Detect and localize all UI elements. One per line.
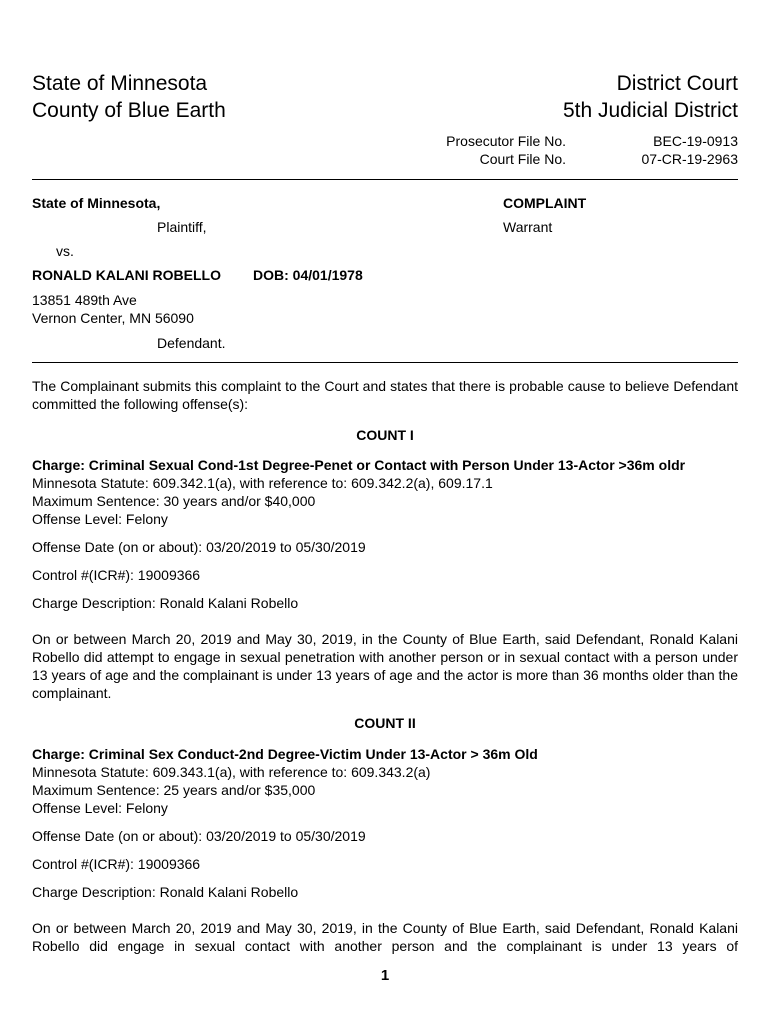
county-heading: County of Blue Earth <box>32 99 226 122</box>
district-heading: 5th Judicial District <box>562 99 738 122</box>
count-2-title: COUNT II <box>354 715 416 731</box>
prosecutor-file-value: BEC-19-0913 <box>653 133 738 149</box>
defendant-dob: DOB: 04/01/1978 <box>253 267 363 283</box>
count-2-sentence: Maximum Sentence: 25 years and/or $35,000 <box>32 782 316 798</box>
count-2-statute: Minnesota Statute: 609.343.1(a), with reference to: 609.343.2(a) <box>32 764 431 780</box>
state-heading: State of Minnesota <box>32 72 208 95</box>
intro-paragraph: The Complainant submits this complaint to the Court and states that there is probable cause to believe Defendant committed the following offense(s): <box>32 378 738 412</box>
count-1-description: Charge Description: Ronald Kalani Robello <box>32 595 299 611</box>
defendant-address-line2: Vernon Center, MN 56090 <box>32 310 194 326</box>
count-1-title: COUNT I <box>356 427 414 443</box>
count-1-control-number: Control #(ICR#): 19009366 <box>32 567 201 583</box>
count-2-offense-date: Offense Date (on or about): 03/20/2019 to 05/30/2019 <box>32 828 366 844</box>
count-2-level: Offense Level: Felony <box>32 800 168 816</box>
document-subtitle: Warrant <box>503 219 553 235</box>
court-file-value: 07-CR-19-2963 <box>641 151 738 167</box>
page-number: 1 <box>380 967 390 984</box>
complaint-page <box>32 0 738 1024</box>
count-2-narrative: On or between March 20, 2019 and May 30, 2019, in the County of Blue Earth, said Defendant, Ronald Kalani Robello did engage in sexual contact with another person and the complainant is under 13 years of <box>32 920 738 954</box>
defendant-address-line1: 13851 489th Ave <box>32 292 137 308</box>
caption-divider <box>32 362 738 363</box>
court-file-label: Court File No. <box>479 151 566 167</box>
count-2-charge: Charge: Criminal Sex Conduct-2nd Degree-Victim Under 13-Actor > 36m Old <box>32 746 538 762</box>
prosecutor-file-label: Prosecutor File No. <box>446 133 566 149</box>
count-2-control-number: Control #(ICR#): 19009366 <box>32 856 201 872</box>
versus-text: vs. <box>56 243 74 259</box>
header-divider <box>32 179 738 180</box>
plaintiff-label: Plaintiff, <box>157 219 207 235</box>
count-1-statute: Minnesota Statute: 609.342.1(a), with reference to: 609.342.2(a), 609.17.1 <box>32 475 493 491</box>
court-heading: District Court <box>616 72 738 95</box>
defendant-label: Defendant. <box>157 335 226 351</box>
plaintiff-name: State of Minnesota, <box>32 195 161 211</box>
count-1-narrative: On or between March 20, 2019 and May 30, 2019, in the County of Blue Earth, said Defendant, Ronald Kalani Robello did attempt to engage in sexual penetration with another person or in sexual contact with a person under 13 years of age and the complainant is under 13 years of age and the actor is more than 36 months older than the complainant. <box>32 631 738 701</box>
defendant-name: RONALD KALANI ROBELLO <box>32 267 221 283</box>
count-2-description: Charge Description: Ronald Kalani Robello <box>32 884 299 900</box>
count-1-charge: Charge: Criminal Sexual Cond-1st Degree-Penet or Contact with Person Under 13-Actor >36m oldr <box>32 457 686 473</box>
count-1-sentence: Maximum Sentence: 30 years and/or $40,000 <box>32 493 316 509</box>
count-1-offense-date: Offense Date (on or about): 03/20/2019 to 05/30/2019 <box>32 539 366 555</box>
document-title: COMPLAINT <box>503 195 587 211</box>
count-1-level: Offense Level: Felony <box>32 511 168 527</box>
